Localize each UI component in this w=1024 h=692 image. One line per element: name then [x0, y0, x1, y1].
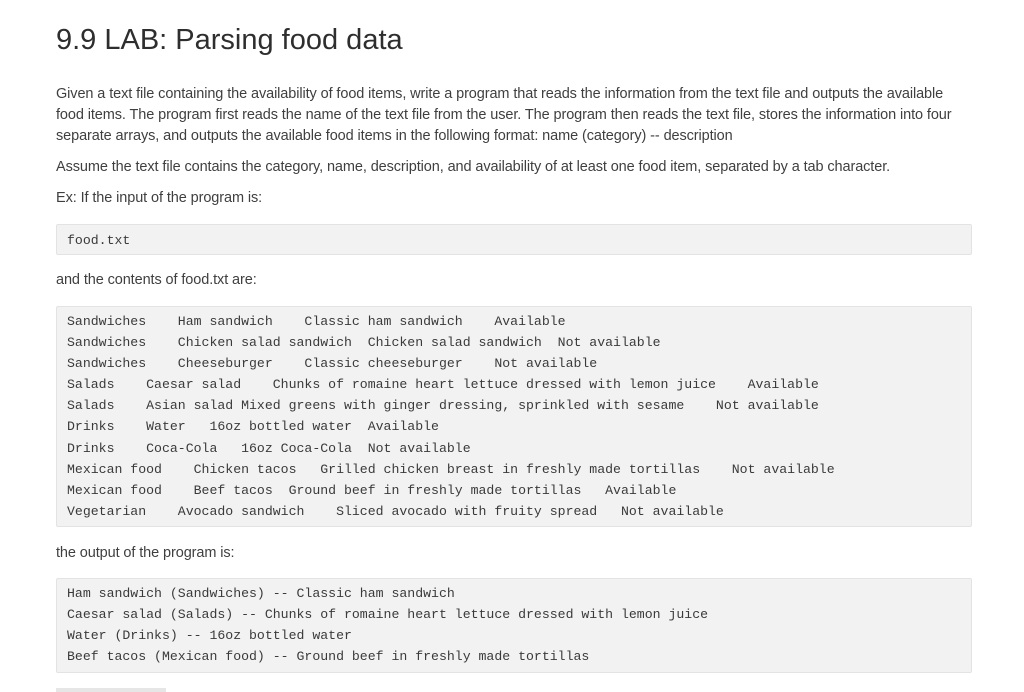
cut-off-footer: [56, 688, 166, 692]
output-code-text: Ham sandwich (Sandwiches) -- Classic ham sandwich Caesar salad (Salads) -- Chunks of romaine heart lettuce dressed with lemon juice Water (Drinks) -- 16oz bottled water Beef tacos (Mexican food) -- Ground beef in freshly made tortillas: [67, 586, 709, 665]
file-contents-text: Sandwiches Ham sandwich Classic ham sandwich Available Sandwiches Chicken salad sandwich Chicken salad sandwich Not available Sandwiches Cheeseburger Classic cheeseburger Not available Salads Caesar salad Chunks of romaine heart lettuce dressed with lemon juice Available Salads Asian salad Mixed greens with ginger dressing, sprinkled with sesame Not available Drinks Water 16oz bottled water Available Drinks Coca-Cola 16oz Coca-Cola Not available Mexican food Chicken tacos Grilled chicken breast in freshly made tortillas Not available Mexican food Beef tacos Ground beef in freshly made tortillas Available Vegetarian Avocado sandwich Sliced avocado with fruity spread Not available: [67, 314, 835, 519]
intro-paragraph: Given a text file containing the availability of food items, write a program that reads the information from the text file and outputs the available food items. The program first reads the name of the text file from the user. The program then reads the text file, stores the information into four separate arrays, and outputs the available food items in the following format: name (category) -- description: [56, 86, 952, 144]
input-code-text: food.txt: [67, 233, 131, 248]
example-intro-text: Ex: If the input of the program is:: [56, 190, 263, 206]
output-intro-text: the output of the program is:: [56, 545, 235, 561]
output-code-block: [56, 578, 972, 673]
contents-intro-text: and the contents of food.txt are:: [56, 272, 257, 288]
input-code-block: [56, 224, 972, 255]
assumption-paragraph: Assume the text file contains the category, name, description, and availability of at least one food item, separated by a tab character.: [56, 159, 891, 175]
file-contents-block: [56, 306, 972, 527]
page-title: 9.9 LAB: Parsing food data: [56, 24, 403, 56]
